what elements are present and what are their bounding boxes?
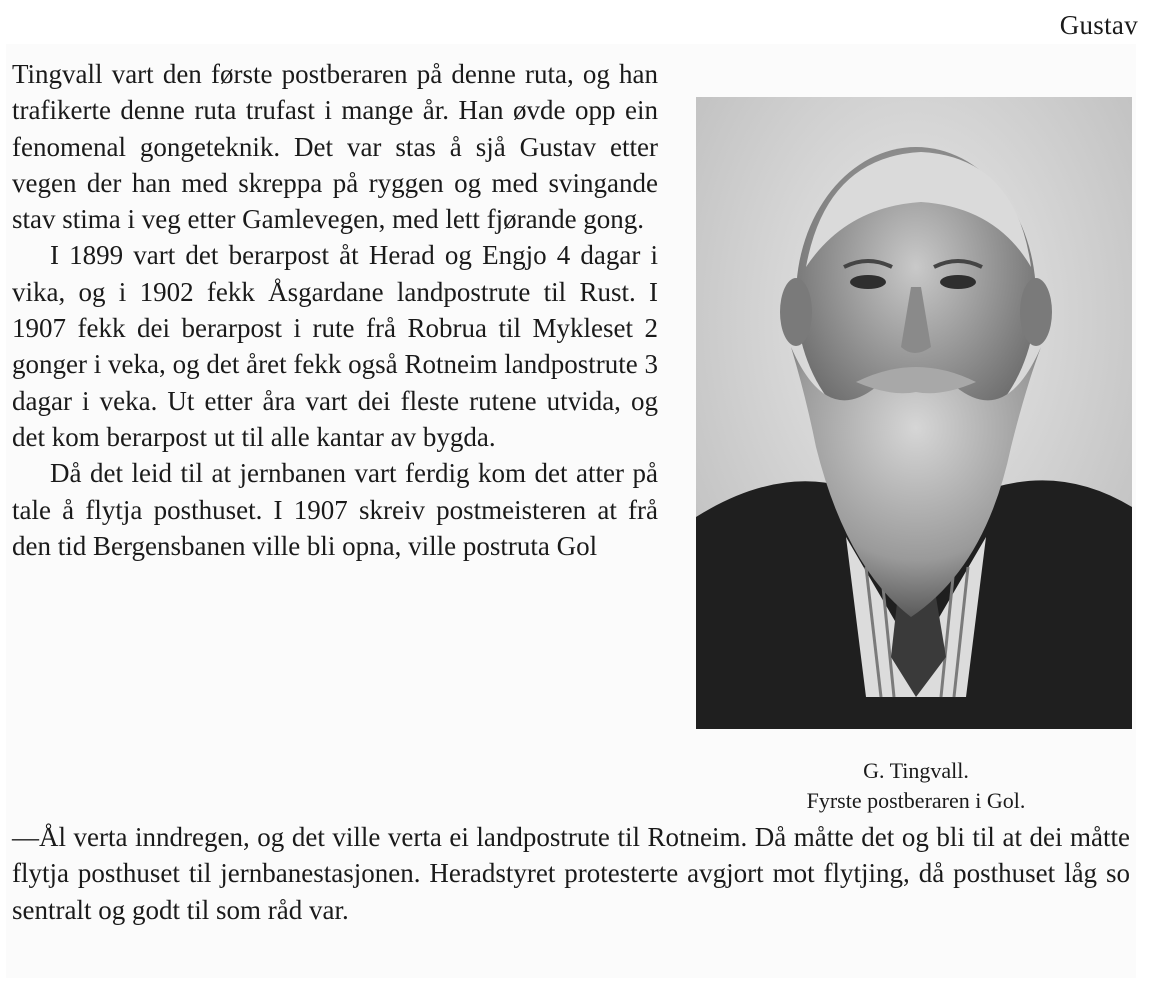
paragraph-continuation: —Ål verta inndregen, og det ville verta ei landpostrute til Rotneim. Då måtte det og bli til at dei måtte flytja posthuset til jernbanestasjonen. Heradstyret protesterte avgjort mot flytjing, då posthuset låg so sentralt og godt til som råd var. — [12, 822, 1130, 925]
caption-description: Fyrste postberaren i Gol. — [806, 788, 1026, 813]
running-head: Gustav — [1059, 10, 1138, 40]
right-ear — [1020, 278, 1052, 346]
left-ear — [780, 278, 812, 346]
caption-name: G. Tingvall. — [863, 758, 969, 783]
portrait-photo — [696, 97, 1132, 729]
text-column — [12, 56, 658, 564]
portrait-illustration — [696, 97, 1132, 729]
paragraph-3: Då det leid til at jernbanen vart ferdig kom det atter på tale å flytja posthuset. I 1907 skreiv postmeisteren at frå den tid Bergensbanen ville bli opna, ville postruta Gol — [12, 458, 658, 561]
right-eye — [940, 275, 976, 289]
photo-caption — [700, 756, 1132, 816]
paragraph-1: Tingvall vart den første postberaren på denne ruta, og han trafikerte denne ruta trufast i mange år. Han øvde opp ein fenomenal gongeteknik. Det var stas å sjå Gustav etter vegen der han med skreppa på ryggen og med svingande stav stima i veg etter Gamlevegen, med lett fjørande gong. — [12, 59, 658, 235]
left-eye — [850, 275, 886, 289]
full-width-text — [12, 819, 1130, 928]
paragraph-2: I 1899 vart det berarpost åt Herad og Engjo 4 dagar i vika, og i 1902 fekk Åsgardane landpostrute til Rust. I 1907 fekk dei berarpost i rute frå Robrua til Mykleset 2 gonger i veka, og det året fekk også Rotneim landpostrute 3 dagar i veka. Ut etter åra vart dei fleste rutene utvida, og det kom berarpost ut til alle kantar av bygda. — [12, 240, 658, 452]
